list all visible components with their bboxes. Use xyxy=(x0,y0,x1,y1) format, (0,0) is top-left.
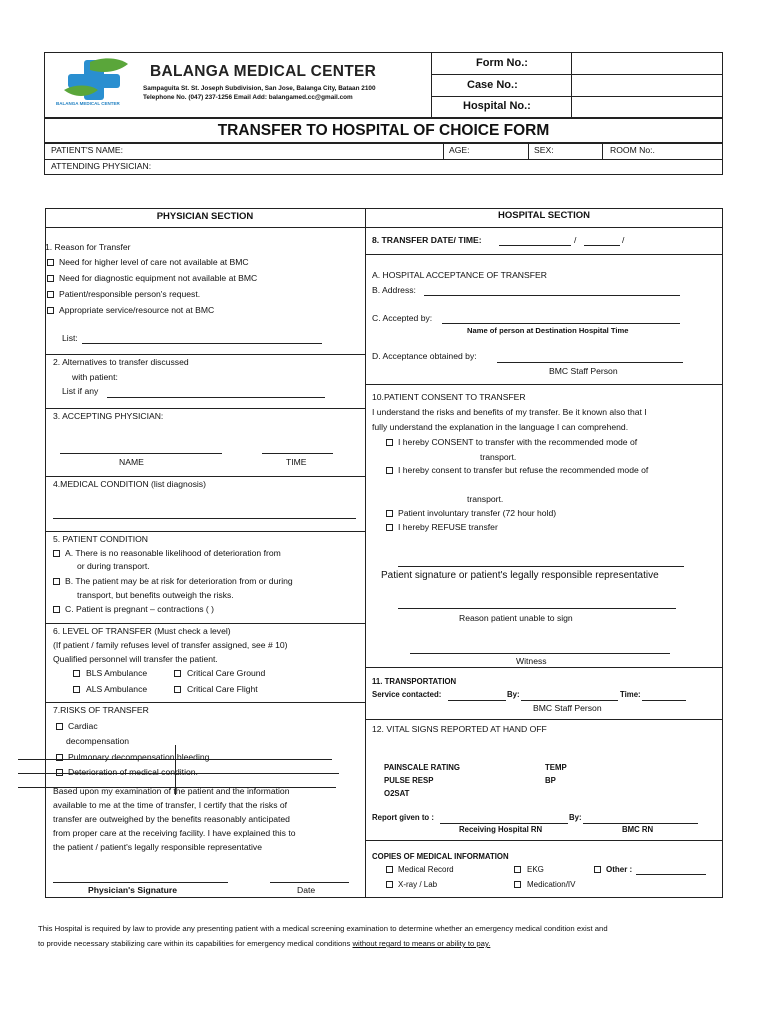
org-contact: Telephone No. (047) 237-1256 Email Add: balangamed.cc@gmail.com xyxy=(143,94,353,101)
checkbox-cardiac[interactable] xyxy=(56,723,63,730)
bp-label: BP xyxy=(545,776,556,785)
other-input-line[interactable] xyxy=(636,874,706,875)
painscale-label: PAINSCALE RATING xyxy=(384,763,460,772)
transport-by-line[interactable] xyxy=(521,700,618,701)
diagnosis-input-line[interactable] xyxy=(53,518,356,519)
transport-by-label: By: xyxy=(507,690,520,699)
sex-label: SEX: xyxy=(534,145,554,155)
checkbox-consent-refuse-mode[interactable] xyxy=(386,467,393,474)
vitals-title: 12. VITAL SIGNS REPORTED AT HAND OFF xyxy=(372,724,547,734)
bmc-rn-caption: BMC RN xyxy=(622,825,654,834)
bmc-staff-caption: BMC Staff Person xyxy=(549,366,618,376)
attending-physician-label: ATTENDING PHYSICIAN: xyxy=(51,161,152,171)
reason-diagnostic: Need for diagnostic equipment not available at BMC xyxy=(59,273,258,283)
checkbox-other[interactable] xyxy=(594,866,601,873)
reason-unable-line[interactable] xyxy=(398,608,676,609)
bmc-staff-person: BMC Staff Person xyxy=(533,703,602,713)
checkbox-diagnostic[interactable] xyxy=(47,275,54,282)
reason-title: 1. Reason for Transfer xyxy=(45,242,131,252)
transfer-date-line[interactable] xyxy=(499,245,571,246)
consent-option3: Patient involuntary transfer (72 hour hold) xyxy=(398,508,557,518)
consent-line2: fully understand the explanation in the language I can comprehend. xyxy=(372,422,629,432)
list-input-line[interactable] xyxy=(82,343,322,344)
org-address: Sampaguita St. St. Joseph Subdivision, San Jose, Balanga City, Bataan 2100 xyxy=(143,85,376,92)
checkbox-patient-request[interactable] xyxy=(47,291,54,298)
transport-time-label: Time: xyxy=(620,690,641,699)
certification-line2: available to me at the time of transfer, I certify that the risks of xyxy=(53,800,288,810)
consent-line1: I understand the risks and benefits of my transfer. Be it known also that I xyxy=(372,407,647,417)
transportation-title: 11. TRANSPORTATION xyxy=(372,677,457,686)
certification-line5: the patient / patient's legally responsible representative xyxy=(53,842,262,852)
condition-a-line2: or during transport. xyxy=(77,561,150,571)
other-label: Other : xyxy=(606,865,633,874)
address-input-line[interactable] xyxy=(424,295,680,296)
checkbox-service-resource[interactable] xyxy=(47,307,54,314)
consent-option1-cont: transport. xyxy=(480,452,517,462)
patient-condition-title: 5. PATIENT CONDITION xyxy=(53,534,149,544)
accepting-name-line[interactable] xyxy=(60,453,222,454)
acceptance-obtained-label: D. Acceptance obtained by: xyxy=(372,351,477,361)
condition-c: C. Patient is pregnant – contractions ( ) xyxy=(65,604,215,614)
patient-name-label: PATIENT'S NAME: xyxy=(51,145,123,155)
report-by-label: By: xyxy=(569,813,582,822)
checkbox-bls[interactable] xyxy=(73,670,80,677)
reason-service-resource: Appropriate service/resource not at BMC xyxy=(59,305,215,315)
report-given-label: Report given to : xyxy=(372,813,434,822)
xray-label: X-ray / Lab xyxy=(398,880,438,889)
footer-line1: This Hospital is required by law to provide any presenting patient with a medical screening examination to determine whether an emergency medical condition exist and xyxy=(38,924,608,933)
hospital-no-input[interactable] xyxy=(573,97,721,117)
accepting-time-line[interactable] xyxy=(262,453,333,454)
certification-line4: from proper care at the receiving facility. I have explained this to xyxy=(53,828,296,838)
footer-line2 xyxy=(38,940,490,949)
o2sat-label: O2SAT xyxy=(384,789,410,798)
footer-underlined-text: without regard to means or ability to pay. xyxy=(352,939,491,948)
condition-b-line2: transport, but benefits outweigh the risks. xyxy=(77,590,234,600)
checkbox-higher-care[interactable] xyxy=(47,259,54,266)
level-personnel: Qualified personnel will transfer the patient. xyxy=(53,654,218,664)
risk-pulmonary: Pulmonary decompensation bleeding xyxy=(68,752,210,762)
reason-higher-care: Need for higher level of care not available at BMC xyxy=(59,257,249,267)
checkbox-cc-flight[interactable] xyxy=(174,686,181,693)
date-line[interactable] xyxy=(270,882,349,883)
form-no-label: Form No.: xyxy=(476,57,528,69)
checkbox-condition-b[interactable] xyxy=(53,578,60,585)
risk-deterioration: Deterioration of medical condition. xyxy=(68,767,198,777)
list-label: List: xyxy=(62,333,78,343)
hospital-section-title: HOSPITAL SECTION xyxy=(497,210,591,221)
ekg-label: EKG xyxy=(527,865,544,874)
case-no-label: Case No.: xyxy=(467,79,518,91)
consent-option2-cont: transport. xyxy=(467,494,504,504)
pulse-resp-label: PULSE RESP xyxy=(384,776,434,785)
alternatives-input-line[interactable] xyxy=(107,397,325,398)
physician-signature-caption: Physician's Signature xyxy=(88,885,177,895)
certification-line3: transfer are outweighed by the benefits reasonably anticipated xyxy=(53,814,290,824)
transport-time-line[interactable] xyxy=(642,700,686,701)
reason-unable-caption: Reason patient unable to sign xyxy=(459,613,573,623)
org-name: BALANGA MEDICAL CENTER xyxy=(150,63,377,80)
checkbox-condition-a[interactable] xyxy=(53,550,60,557)
hospital-no-label: Hospital No.: xyxy=(463,100,531,112)
consent-title: 10.PATIENT CONSENT TO TRANSFER xyxy=(372,392,526,402)
accepted-by-label: C. Accepted by: xyxy=(372,313,433,323)
risk-cardiac: Cardiac xyxy=(68,721,98,731)
acceptance-title: A. HOSPITAL ACCEPTANCE OF TRANSFER xyxy=(372,270,547,280)
report-given-line[interactable] xyxy=(440,823,568,824)
overlap-line xyxy=(18,773,339,774)
accepted-by-caption: Name of person at Destination Hospital Time xyxy=(467,326,629,335)
form-no-input[interactable] xyxy=(573,53,721,73)
medical-record-label: Medical Record xyxy=(398,865,454,874)
date-separator: / xyxy=(574,235,577,245)
address-label: B. Address: xyxy=(372,285,416,295)
condition-b-line1: B. The patient may be at risk for deterioration from or during xyxy=(65,576,293,586)
checkbox-consent[interactable] xyxy=(386,439,393,446)
form-title: TRANSFER TO HOSPITAL OF CHOICE FORM xyxy=(217,122,550,139)
level-note: (If patient / family refuses level of transfer assigned, see # 10) xyxy=(53,640,288,650)
service-contacted-line[interactable] xyxy=(448,700,506,701)
logo-caption: BALANGA MEDICAL CENTER xyxy=(56,101,120,106)
checkbox-medical-record[interactable] xyxy=(386,866,393,873)
checkbox-condition-c[interactable] xyxy=(53,606,60,613)
acceptance-obtained-line[interactable] xyxy=(497,362,683,363)
als-label: ALS Ambulance xyxy=(86,684,148,694)
consent-option1: I hereby CONSENT to transfer with the recommended mode of xyxy=(398,437,638,447)
physician-signature-line[interactable] xyxy=(53,882,228,883)
footer-line2-text: to provide necessary stabilizing care within its capabilities for emergency medical conditions xyxy=(38,939,353,948)
consent-option2: I hereby consent to transfer but refuse the recommended mode of xyxy=(398,465,649,475)
reason-patient-request: Patient/responsible person's request. xyxy=(59,289,201,299)
report-by-line[interactable] xyxy=(583,823,698,824)
alternatives-line1: 2. Alternatives to transfer discussed xyxy=(53,357,189,367)
time-separator: / xyxy=(622,235,625,245)
transfer-date-label: 8. TRANSFER DATE/ TIME: xyxy=(372,235,482,245)
medication-label: Medication/IV xyxy=(527,880,576,889)
cc-flight-label: Critical Care Flight xyxy=(187,684,258,694)
date-caption: Date xyxy=(297,885,316,895)
time-caption: TIME xyxy=(286,457,307,467)
case-no-input[interactable] xyxy=(573,75,721,95)
risks-title: 7.RISKS OF TRANSFER xyxy=(53,705,149,715)
checkbox-refuse[interactable] xyxy=(386,524,393,531)
temp-label: TEMP xyxy=(545,763,567,772)
level-title: 6. LEVEL OF TRANSFER (Must check a level) xyxy=(53,626,231,636)
checkbox-involuntary[interactable] xyxy=(386,510,393,517)
accepting-physician-title: 3. ACCEPTING PHYSICIAN: xyxy=(53,411,164,421)
condition-a-line1: A. There is no reasonable likelihood of deterioration from xyxy=(65,548,281,558)
witness-caption: Witness xyxy=(516,656,547,666)
patient-signature-line[interactable] xyxy=(398,566,684,567)
transfer-time-line[interactable] xyxy=(584,245,620,246)
accepted-by-line[interactable] xyxy=(442,323,680,324)
physician-section-title: PHYSICIAN SECTION xyxy=(156,211,254,222)
room-label: ROOM No:. xyxy=(610,145,655,155)
bls-label: BLS Ambulance xyxy=(86,668,148,678)
alternatives-line2: with patient: xyxy=(72,372,118,382)
checkbox-xray[interactable] xyxy=(386,881,393,888)
checkbox-ekg[interactable] xyxy=(514,866,521,873)
witness-line[interactable] xyxy=(410,653,670,654)
copies-title: COPIES OF MEDICAL INFORMATION xyxy=(372,852,509,861)
consent-option4: I hereby REFUSE transfer xyxy=(398,522,498,532)
cc-ground-label: Critical Care Ground xyxy=(187,668,266,678)
checkbox-als[interactable] xyxy=(73,686,80,693)
receiving-rn-caption: Receiving Hospital RN xyxy=(459,825,543,834)
age-label: AGE: xyxy=(449,145,470,155)
certification-line1: Based upon my examination of the patient and the information xyxy=(53,786,290,796)
service-contacted-label: Service contacted: xyxy=(372,690,442,699)
checkbox-cc-ground[interactable] xyxy=(174,670,181,677)
risk-decompensation: decompensation xyxy=(66,736,130,746)
alternatives-list-label: List if any xyxy=(62,386,99,396)
checkbox-medication[interactable] xyxy=(514,881,521,888)
name-caption: NAME xyxy=(119,457,144,467)
medical-condition-title: 4.MEDICAL CONDITION (list diagnosis) xyxy=(53,479,206,489)
patient-signature-caption: Patient signature or patient's legally responsible representative xyxy=(381,570,659,581)
